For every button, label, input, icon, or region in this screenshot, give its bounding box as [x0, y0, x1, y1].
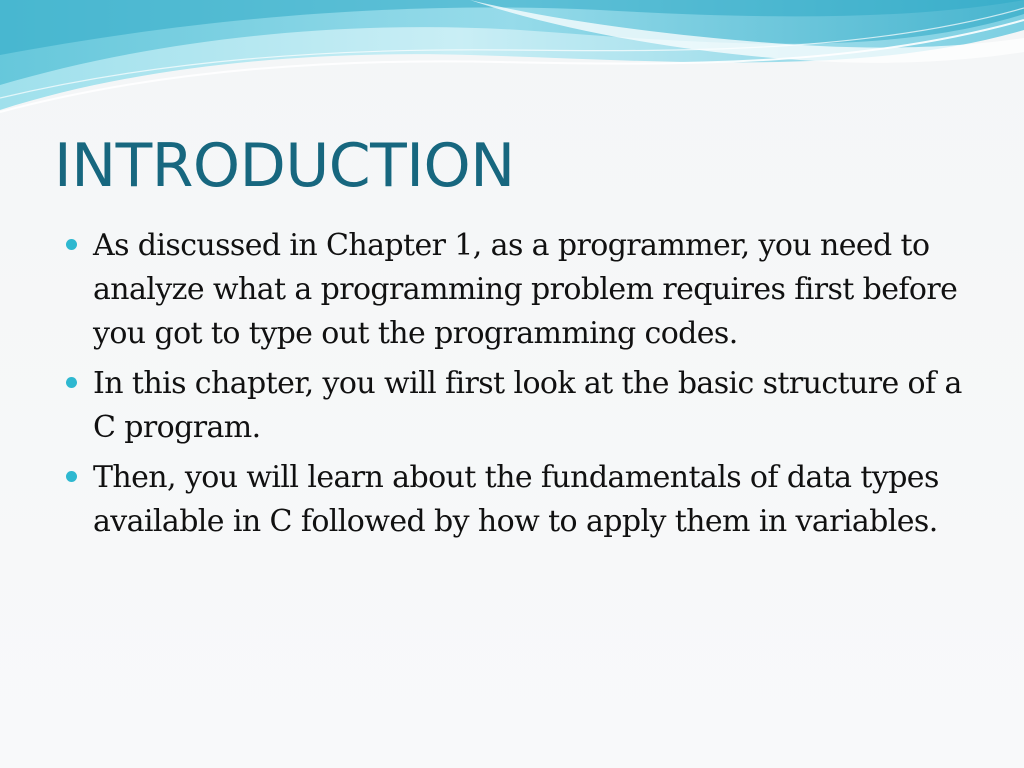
- bullet-dot-icon: [66, 239, 77, 250]
- bullet-item: [66, 362, 966, 450]
- bullet-dot-icon: [66, 471, 77, 482]
- bullet-item: [66, 224, 966, 356]
- bullet-list: [66, 224, 966, 550]
- bullet-text: Then, you will learn about the fundamentals of data types available in C followed by how to apply them in variables.: [93, 460, 939, 539]
- slide-title: INTRODUCTION: [54, 131, 515, 201]
- bullet-dot-icon: [66, 377, 77, 388]
- bullet-item: [66, 456, 966, 544]
- bullet-text: As discussed in Chapter 1, as a programmer, you need to analyze what a programming problem requires first before you got to type out the programming codes.: [93, 228, 958, 351]
- bullet-text: In this chapter, you will first look at the basic structure of a C program.: [93, 366, 962, 445]
- header-wave-decoration: [0, 0, 1024, 130]
